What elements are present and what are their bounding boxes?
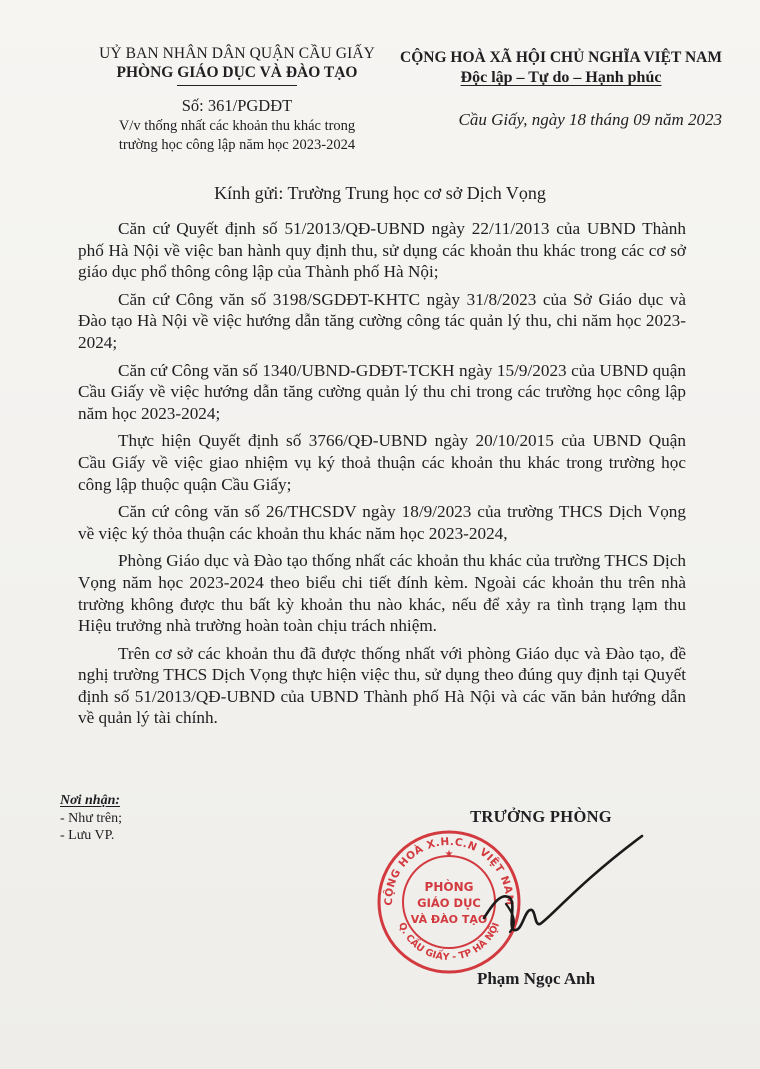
distribution-item: - Như trên; xyxy=(60,810,123,826)
seal-ring-bottom: Q. CẦU GIẤY - TP HÀ NỘI xyxy=(395,920,503,964)
signer-title: TRƯỞNG PHÒNG xyxy=(470,807,612,826)
subject-line-1: V/v thống nhất các khoản thu khác trong xyxy=(118,118,356,134)
distribution-title: Nơi nhận: xyxy=(60,793,121,808)
national-header xyxy=(388,48,734,130)
issuer-header xyxy=(92,44,382,154)
distribution-list xyxy=(60,792,122,845)
paragraph: Thực hiện Quyết định số 3766/QĐ-UBND ngày 20/10/2015 của UBND Quận Cầu Giấy về việc giao nhiệm vụ ký thoả thuận các khoản thu khác trong trường học công lập thuộc quận Cầu Giấy; xyxy=(78,431,686,494)
seal-center-1: PHÒNG xyxy=(424,880,474,894)
recipient-line: Kính gửi: Trường Trung học cơ sở Dịch Vọng xyxy=(214,183,546,203)
document-number: Số: 361/PGDĐT xyxy=(181,96,293,115)
document-body xyxy=(78,218,686,735)
seal-ring-text: CỘNG HOÀ X.H.C.N VIỆT NAM xyxy=(382,835,516,906)
paragraph: Căn cứ công văn số 26/THCSDV ngày 18/9/2023 của trường THCS Dịch Vọng về việc ký thỏa thuận các khoản thu khác năm học 2023-2024, xyxy=(78,502,686,543)
issuer-divider xyxy=(177,85,297,86)
signer-name: Phạm Ngọc Anh xyxy=(476,969,596,988)
subject-line-2: trường học công lập năm học 2023-2024 xyxy=(118,137,356,153)
svg-text:★: ★ xyxy=(444,849,454,860)
seal-center-2: GIÁO DỤC xyxy=(417,896,481,910)
distribution-item: - Lưu VP. xyxy=(60,828,115,843)
paragraph: Phòng Giáo dục và Đào tạo thống nhất các khoản thu khác của trường THCS Dịch Vọng năm học 2023-2024 theo biểu chi tiết đính kèm. Ngoài các khoản thu trên nhà trường không được thu bất kỳ khoản thu nào khác, nếu để xảy ra tình trạng lạm thu Hiệu trưởng nhà trường hoàn toàn chịu trách nhiệm. xyxy=(78,551,686,636)
paragraph: Trên cơ sở các khoản thu đã được thống nhất với phòng Giáo dục và Đào tạo, đề nghị trường THCS Dịch Vọng thực hiện việc thu, sử dụng theo đúng quy định tại Quyết định số 51/2013/QĐ-UBND của UBND Thành phố Hà Nội và các văn bản hướng dẫn về quản lý tài chính. xyxy=(78,643,686,728)
paragraph: Căn cứ Công văn số 1340/UBND-GDĐT-TCKH ngày 15/9/2023 của UBND quận Cầu Giấy về việc hướng dẫn tăng cường quản lý thu chi trong các trường học công lập năm học 2023-2024; xyxy=(78,360,686,423)
national-motto: Độc lập – Tự do – Hạnh phúc xyxy=(460,69,662,86)
issuer-parent: UỶ BAN NHÂN DÂN QUẬN CẦU GIẤY xyxy=(99,45,375,62)
issuer-name: PHÒNG GIÁO DỤC VÀ ĐÀO TẠO xyxy=(116,64,358,81)
seal-center-3: VÀ ĐÀO TẠO xyxy=(410,913,488,926)
handwritten-signature xyxy=(480,832,650,942)
document-date: Cầu Giấy, ngày 18 tháng 09 năm 2023 xyxy=(458,110,722,129)
paragraph: Căn cứ Quyết định số 51/2013/QĐ-UBND ngày 22/11/2013 của UBND Thành phố Hà Nội về việc ban hành quy định thu, sử dụng các khoản thu khác trong các cơ sở giáo dục phổ thông công lập của Thành phố Hà Nội; xyxy=(78,219,686,282)
paragraph: Căn cứ Công văn số 3198/SGDĐT-KHTC ngày 31/8/2023 của Sở Giáo dục và Đào tạo Hà Nội về việc hướng dẫn tăng cường công tác quản lý thu, chi năm học 2023-2024; xyxy=(78,289,686,352)
national-title: CỘNG HOÀ XÃ HỘI CHỦ NGHĨA VIỆT NAM xyxy=(400,49,722,66)
